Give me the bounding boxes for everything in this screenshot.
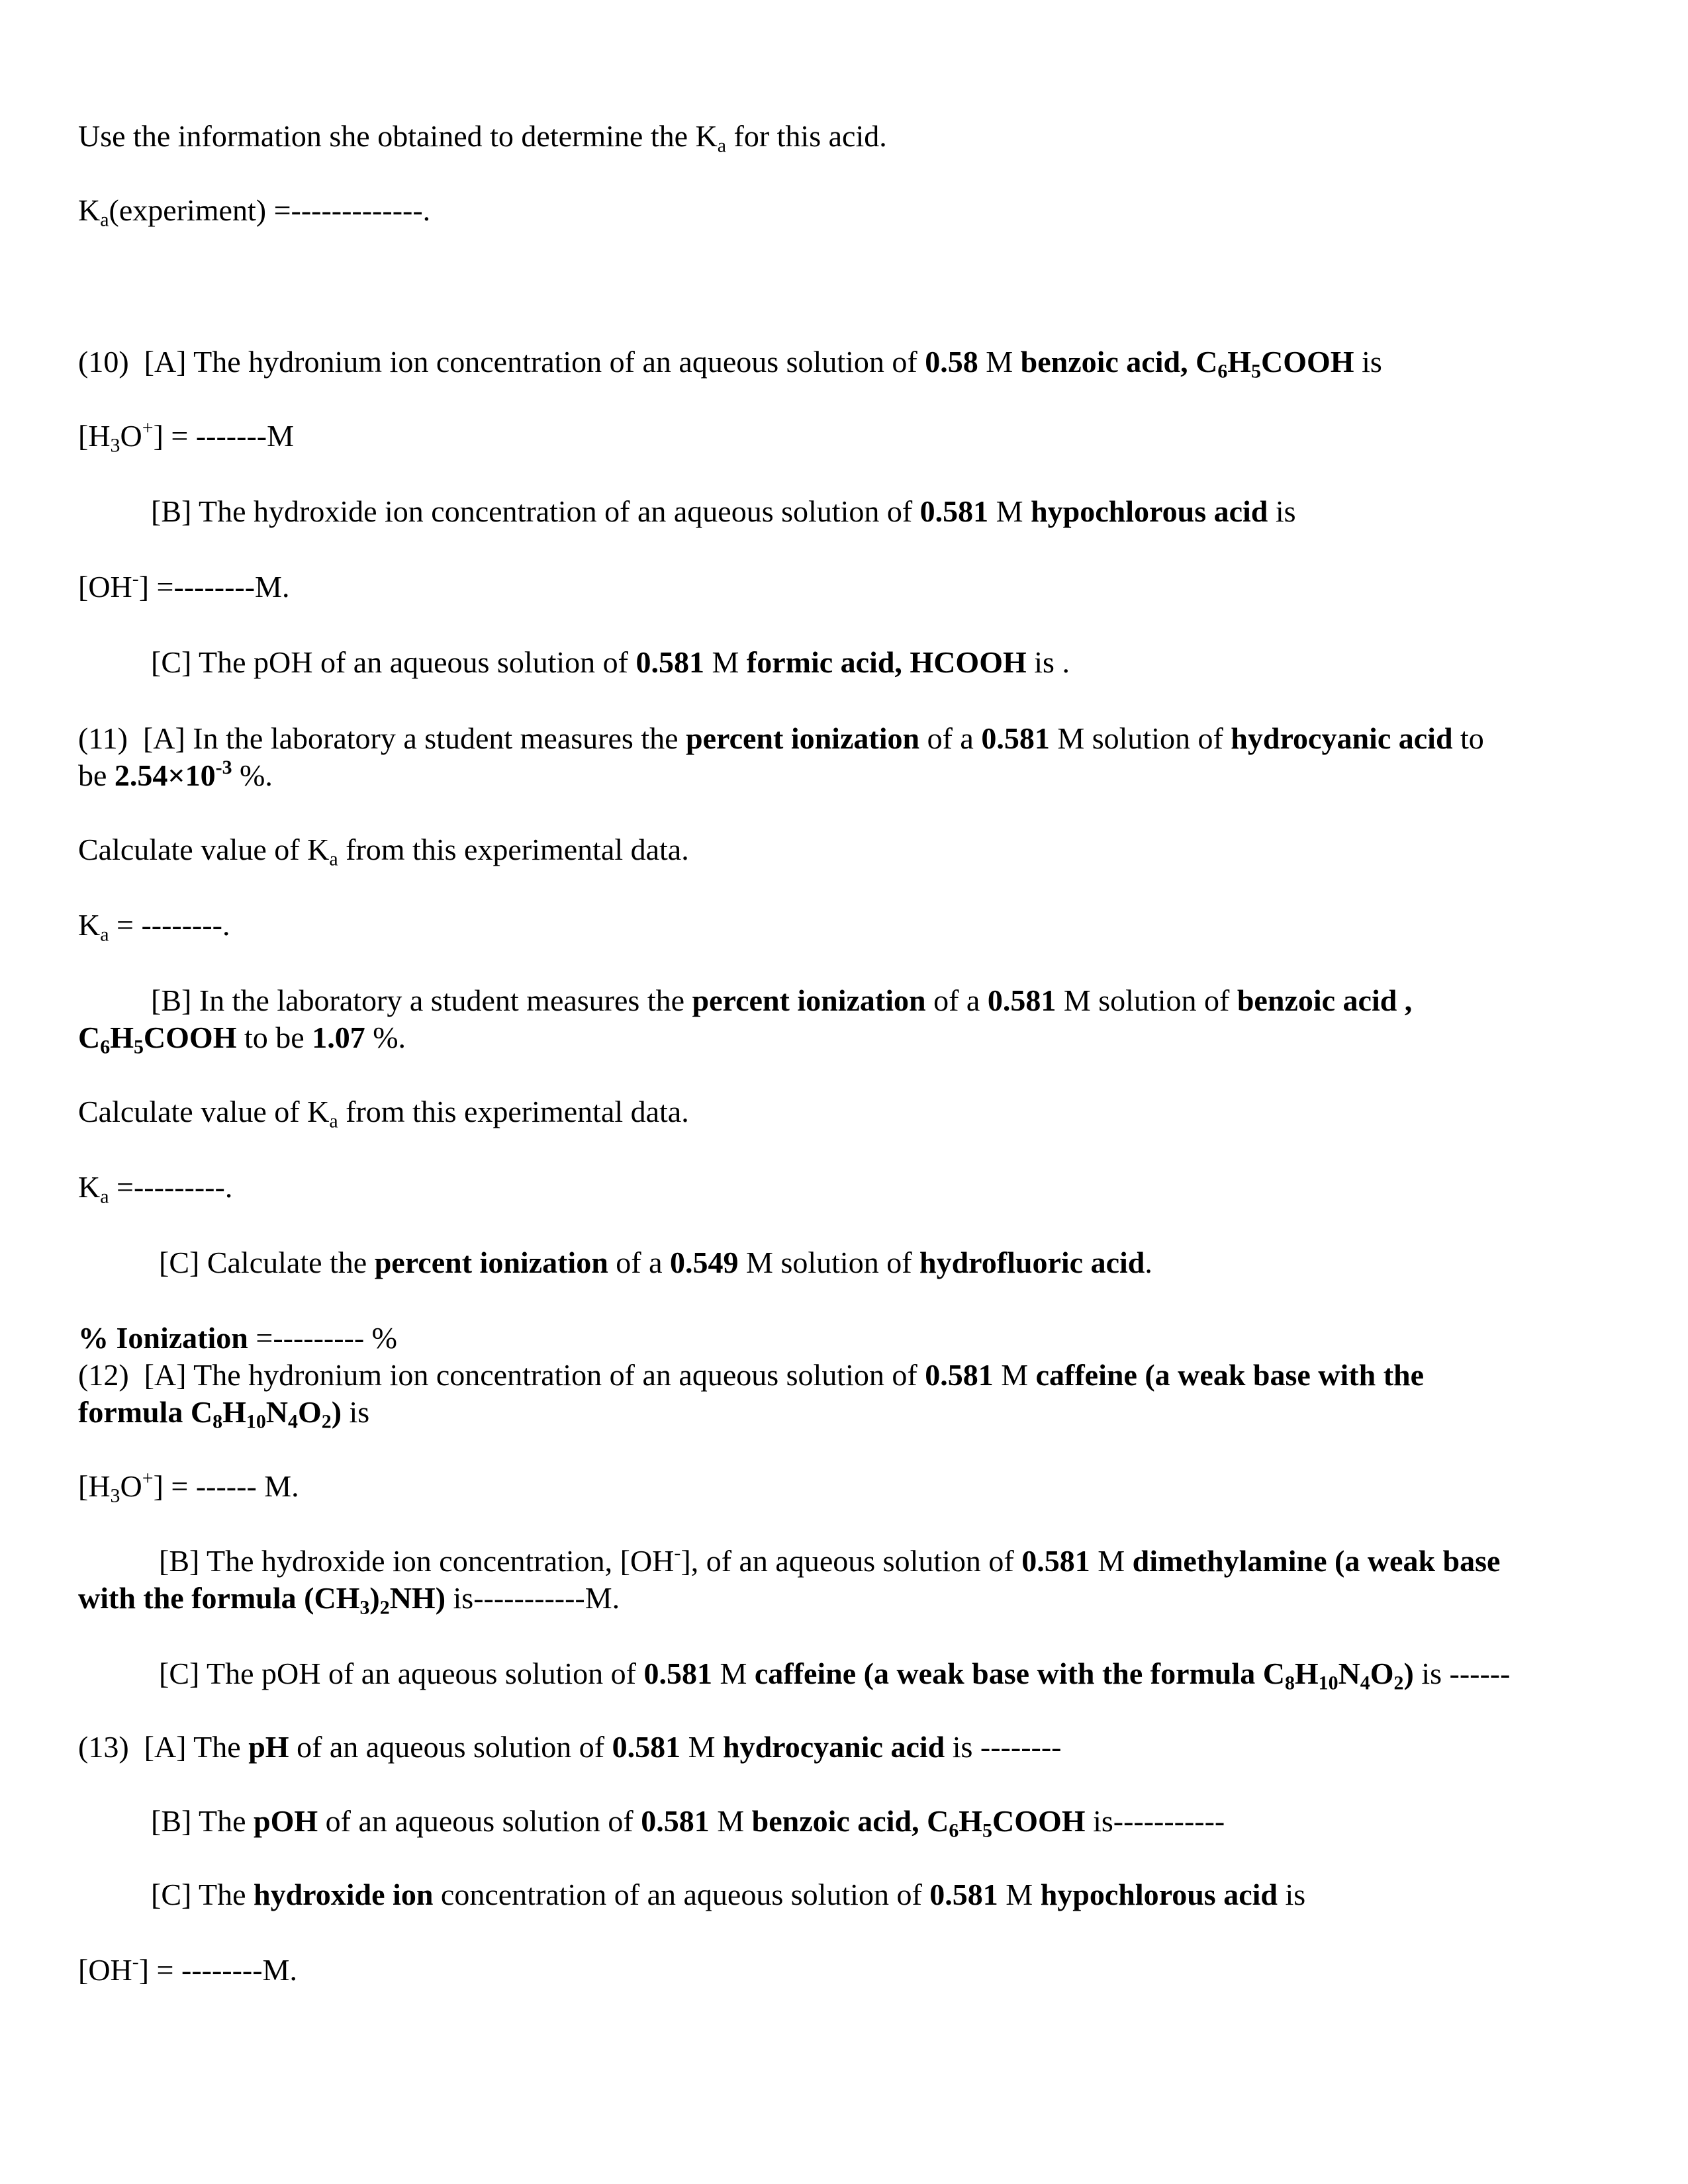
q12-b-prompt-line2: with the formula $(CH_3)_2NH$) is-----------M. — [78, 1581, 620, 1619]
q11-b-prompt-line2: $C_6H_5COOH$ to be 1.07 %. — [78, 1021, 406, 1058]
q10-c-prompt: [C] The pOH of an aqueous solution of 0.581 M formic acid, HCOOH is . — [151, 645, 1070, 679]
q13-a-prompt: (13) [A] The pH of an aqueous solution of 0.581 M hydrocyanic acid is -------- — [78, 1730, 1062, 1764]
q11-a-prompt-line2: be $2.54\times 10^{-3}$ %. — [78, 756, 273, 792]
q12-c-prompt: [C] The pOH of an aqueous solution of 0.581 M caffeine (a weak base with the formula $C_8H_{10}N_4O_2$) is ------ — [159, 1657, 1511, 1694]
q12-a-answer-line: $[H_3O^+]$ = ------ M. — [78, 1467, 299, 1507]
q9-answer-line: $K_a(experiment)$ =-------------. — [78, 193, 431, 231]
q12-a-prompt: (12) [A] The hydronium ion concentration of an aqueous solution of 0.581 M caffeine (a weak base with the — [78, 1358, 1425, 1392]
q13-c-answer-line: [OH-] = --------M. — [78, 1951, 297, 1987]
question-number: (11) — [78, 721, 128, 755]
q12-a-prompt-line2: formula $C_8H_{10}N_4O_2$) is — [78, 1395, 370, 1433]
q10-b-prompt: [B] The hydroxide ion concentration of an aqueous solution of 0.581 M hypochlorous acid is — [151, 494, 1296, 528]
q11-b-prompt: [B] In the laboratory a student measures the percent ionization of a 0.581 M solution of benzoic acid , — [151, 983, 1413, 1017]
q11-b-answer-line: $K_a$ =---------. — [78, 1170, 233, 1208]
question-number: (12) — [78, 1358, 129, 1392]
question-number: (10) — [78, 345, 129, 379]
q13-c-prompt: [C] The hydroxide ion concentration of an aqueous solution of 0.581 M hypochlorous acid is — [151, 1878, 1306, 1911]
q10-b-answer-line: [OH-] =--------M. — [78, 568, 290, 604]
q11-b-calc-instruction: Calculate value of $K_a$ from this experimental data. — [78, 1095, 689, 1132]
q11-c-prompt: [C] Calculate the percent ionization of a 0.549 M solution of hydrofluoric acid. — [159, 1246, 1152, 1279]
q11-a-calc-instruction: Calculate value of $K_a$ from this experimental data. — [78, 833, 689, 870]
q11-a-answer-line: $K_a$ = --------. — [78, 908, 230, 946]
question-number: (13) — [78, 1730, 129, 1764]
q12-b-prompt: [B] The hydroxide ion concentration, [OH-], of an aqueous solution of 0.581 M dimethylamine (a weak base — [159, 1542, 1501, 1578]
q10-a-answer-line: $[H_3O^+] = -------M$ — [78, 417, 294, 457]
q11-a-prompt: (11) [A] In the laboratory a student measures the percent ionization of a 0.581 M solution of hydrocyanic acid to — [78, 721, 1484, 755]
q10-a-prompt: (10) [A] The hydronium ion concentration of an aqueous solution of 0.58 M benzoic acid, $C_6H_5COOH$ is — [78, 345, 1382, 383]
q9-instruction: Use the information she obtained to determine the $K_a$ for this acid. — [78, 119, 887, 157]
q11-c-answer-line: % Ionization =--------- % — [78, 1321, 398, 1355]
q13-b-prompt: [B] The pOH of an aqueous solution of 0.581 M benzoic acid, $C_6H_5COOH$ is----------- — [151, 1804, 1225, 1842]
